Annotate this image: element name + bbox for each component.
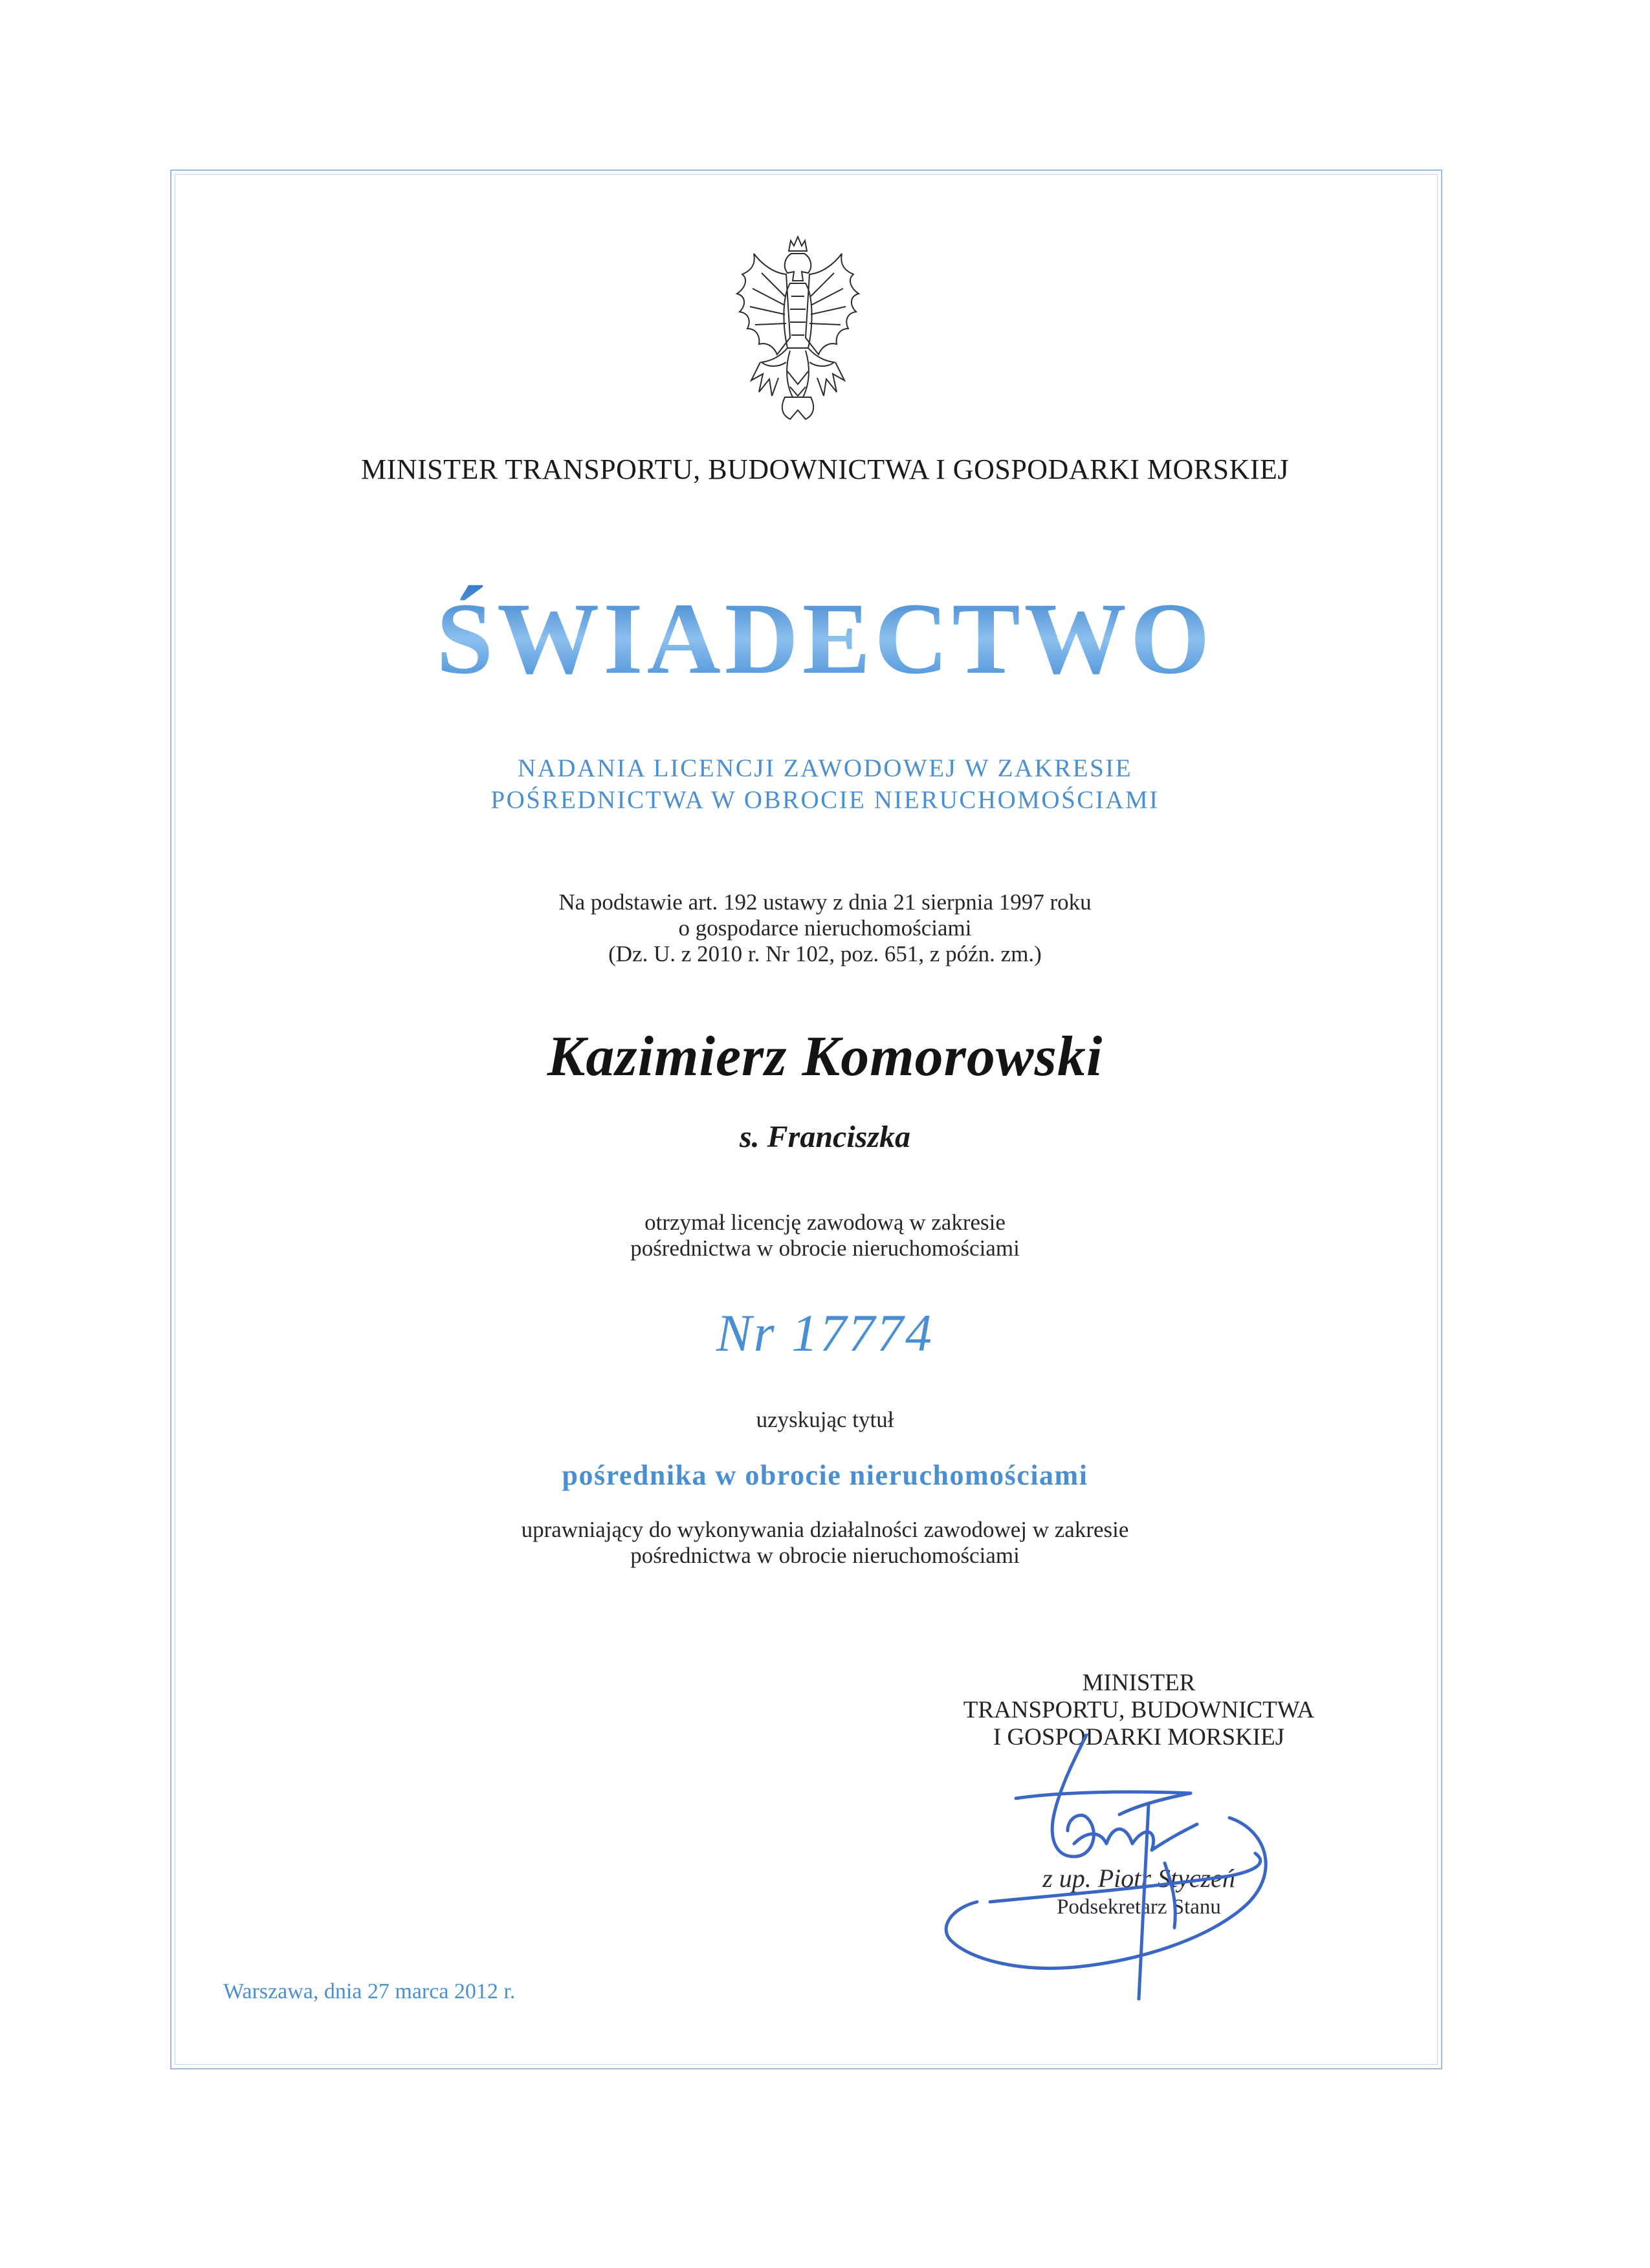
grant-text-line-1: otrzymał licencję zawodową w zakresie	[644, 1210, 1006, 1235]
polish-eagle-emblem-icon	[723, 234, 873, 423]
holder-name: Kazimierz Komorowski	[547, 1025, 1103, 1088]
main-title-text: ŚWIADECTWO	[436, 582, 1214, 695]
signature-block-line-1: MINISTER	[1082, 1670, 1196, 1696]
grant-text-line-2: pośrednictwa w obrocie nieruchomościami	[630, 1236, 1020, 1261]
signer-name: z up. Piotr Styczeń	[1042, 1864, 1235, 1893]
main-title	[0, 569, 1650, 699]
holder-parent-name: s. Franciszka	[739, 1120, 911, 1154]
legal-basis-line-3: (Dz. U. z 2010 r. Nr 102, poz. 651, z późn. zm.)	[608, 941, 1042, 966]
legal-basis-line-1: Na podstawie art. 192 ustawy z dnia 21 sierpnia 1997 roku	[558, 889, 1092, 915]
handwritten-signature-icon	[893, 1734, 1320, 2005]
signature-block-line-2: TRANSPORTU, BUDOWNICTWA	[963, 1697, 1315, 1723]
subtitle-line-2: POŚREDNICTWA W OBROCIE NIERUCHOMOŚCIAMI	[490, 786, 1160, 814]
legal-basis-line-2: o gospodarce nieruchomościami	[678, 915, 972, 941]
signer-role: Podsekretarz Stanu	[1057, 1895, 1221, 1919]
place-and-date: Warszawa, dnia 27 marca 2012 r.	[223, 1979, 516, 2003]
professional-title: pośrednika w obrocie nieruchomościami	[562, 1459, 1088, 1491]
issuer-heading: MINISTER TRANSPORTU, BUDOWNICTWA I GOSPODARKI MORSKIEJ	[360, 453, 1290, 485]
rights-text-line-1: uprawniający do wykonywania działalności zawodowej w zakresie	[521, 1517, 1129, 1542]
rights-text-line-2: pośrednictwa w obrocie nieruchomościami	[630, 1543, 1020, 1568]
subtitle-line-1: NADANIA LICENCJI ZAWODOWEJ W ZAKRESIE	[517, 754, 1133, 782]
title-intro: uzyskując tytuł	[756, 1407, 894, 1432]
license-number: Nr 17774	[716, 1303, 934, 1362]
signature-block-line-3: I GOSPODARKI MORSKIEJ	[993, 1724, 1285, 1750]
